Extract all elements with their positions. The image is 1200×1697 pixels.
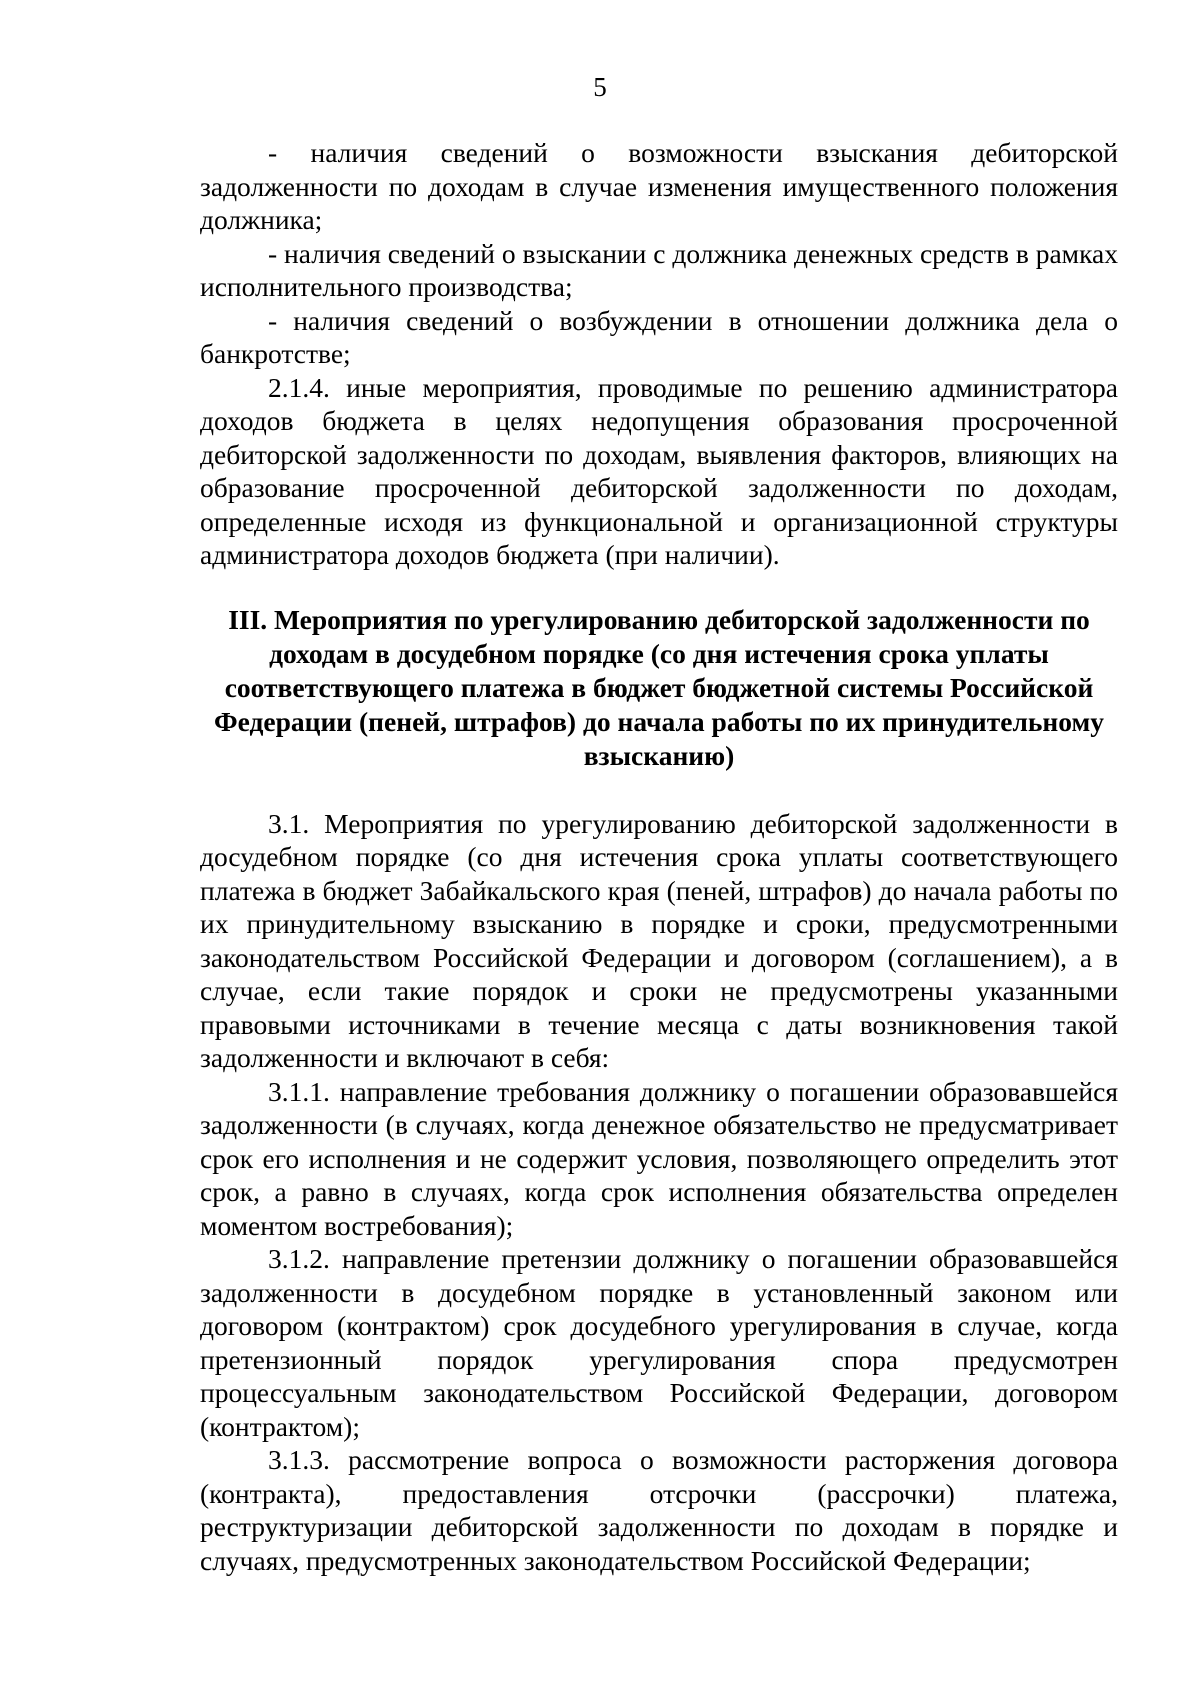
- paragraph-3-1-3: 3.1.3. рассмотрение вопроса о возможности расторжения договора (контракта), предоставления отсрочки (рассрочки) платежа, реструктуризации дебиторской задолженности по доходам в порядке и случаях, предусмотренных законодательством Российской Федерации;: [200, 1444, 1118, 1576]
- paragraph-3-1-1: 3.1.1. направление требования должнику о погашении образовавшейся задолженности (в случаях, когда денежное обязательство не предусматривает срок его исполнения и не содержит условия, позволяющего определить этот срок, а равно в случаях, когда срок исполнения обязательства определен моментом востребования);: [200, 1075, 1118, 1241]
- paragraph-3-1: 3.1. Мероприятия по урегулированию дебиторской задолженности в досудебном порядке (со дня истечения срока уплаты соответствующего платежа в бюджет Забайкальского края (пеней, штрафов) до начала работы по их принудительному взысканию в порядке и сроки, предусмотренными законодательством Российской Федерации и договором (соглашением), а в случае, если такие порядок и сроки не предусмотрены указанными правовыми источниками в течение месяца с даты возникновения такой задолженности и включают в себя:: [200, 807, 1118, 1073]
- paragraph-bankruptcy: - наличия сведений о возбуждении в отношении должника дела о банкротстве;: [200, 304, 1118, 369]
- page-number: 5: [593, 72, 607, 102]
- paragraph-debt-recovery-info: - наличия сведений о возможности взыскания дебиторской задолженности по доходам в случае изменения имущественного положения должника;: [200, 137, 1118, 235]
- paragraph-2-1-4: 2.1.4. иные мероприятия, проводимые по решению администратора доходов бюджета в целях недопущения образования просроченной дебиторской задолженности по доходам, выявления факторов, влияющих на образование просроченной дебиторской задолженности по доходам, определенные исходя из функциональной и организационной структуры администратора доходов бюджета (при наличии).: [200, 371, 1118, 570]
- paragraph-enforcement-proceedings: - наличия сведений о взыскании с должника денежных средств в рамках исполнительного производства;: [200, 237, 1118, 302]
- section-heading-iii: III. Мероприятия по урегулированию дебиторской задолженности по доходам в досудебном порядке (со дня истечения срока уплаты соответствующего платежа в бюджет бюджетной системы Российской Федерации (пеней, штрафов) до начала работы по их принудительному взысканию): [213, 603, 1104, 771]
- paragraph-3-1-2: 3.1.2. направление претензии должнику о погашении образовавшейся задолженности в досудебном порядке в установленный законом или договором (контрактом) срок досудебного урегулирования в случае, когда претензионный порядок урегулирования спора предусмотрен процессуальным законодательством Российской Федерации, договором (контрактом);: [200, 1243, 1118, 1442]
- document-body: [200, 136, 1118, 1577]
